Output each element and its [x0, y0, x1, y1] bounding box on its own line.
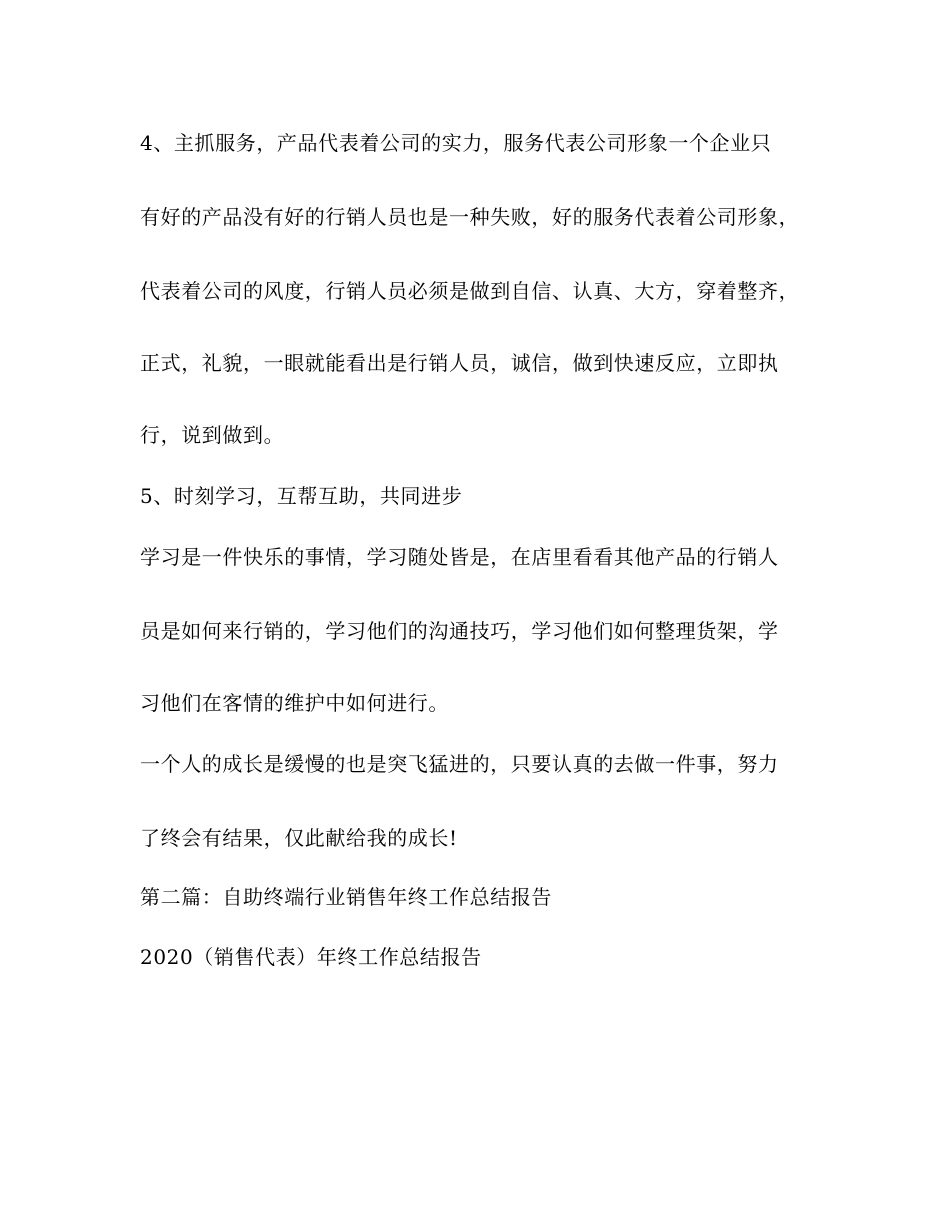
paragraph-line: 4、主抓服务，产品代表着公司的实力，服务代表公司形象一个企业只	[140, 131, 772, 155]
paragraph-line: 习他们在客情的维护中如何进行。	[140, 691, 449, 715]
chapter-heading: 第二篇：自助终端行业销售年终工作总结报告	[140, 885, 552, 909]
paragraph-line: 员是如何来行销的，学习他们的沟通技巧，学习他们如何整理货架，学	[140, 619, 779, 643]
paragraph-line: 正式，礼貌，一眼就能看出是行销人员，诚信，做到快速反应，立即执	[140, 351, 779, 375]
section-heading: 5、时刻学习，互帮互助，共同进步	[140, 484, 463, 508]
paragraph-line: 代表着公司的风度，行销人员必须是做到自信、认真、大方，穿着整齐，	[140, 279, 800, 303]
paragraph-line: 行，说到做到。	[140, 423, 285, 447]
paragraph-line: 了终会有结果，仅此献给我的成长!	[140, 826, 458, 850]
paragraph-line: 有好的产品没有好的行销人员也是一种失败，好的服务代表着公司形象，	[140, 205, 800, 229]
report-title: 2020（销售代表）年终工作总结报告	[140, 945, 482, 969]
paragraph-line: 学习是一件快乐的事情，学习随处皆是，在店里看看其他产品的行销人	[140, 545, 779, 569]
paragraph-line: 一个人的成长是缓慢的也是突飞猛进的，只要认真的去做一件事，努力	[140, 752, 779, 776]
